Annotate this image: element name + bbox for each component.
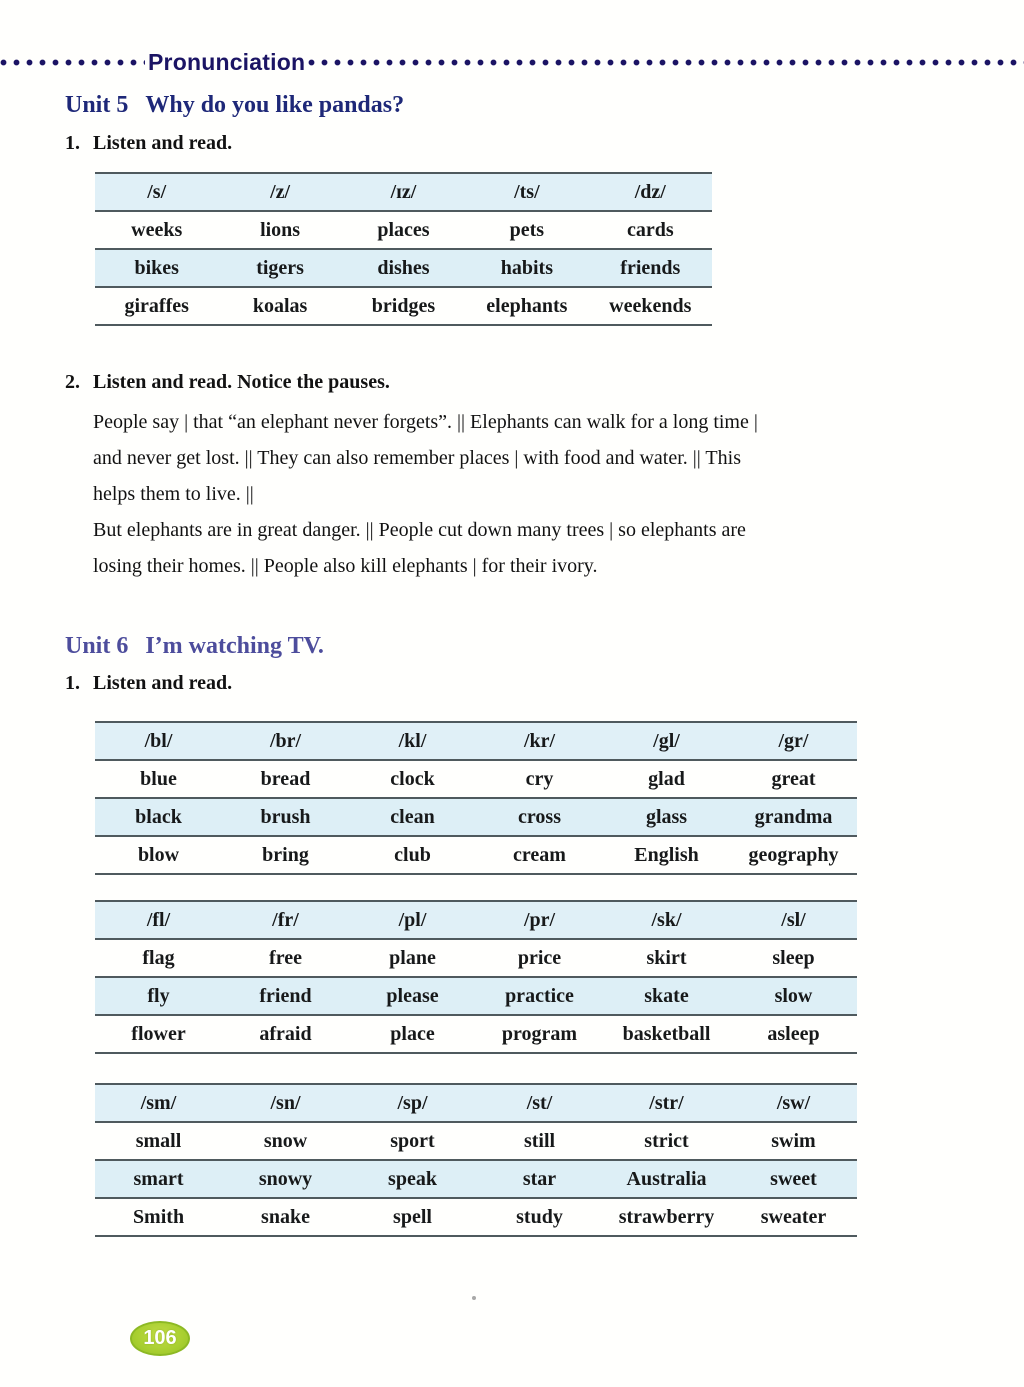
unit5-task1-label: Listen and read. [93,132,233,154]
word-cell: speak [349,1160,476,1198]
word-cell: friends [589,249,712,287]
passage-line: losing their homes. || People also kill elephants | for their ivory. [93,555,598,577]
unit6-sounds-table-1 [95,721,857,875]
phoneme-header-cell: /kr/ [476,722,603,760]
unit5-task2-number: 2. [65,371,80,393]
word-cell: asleep [767,1022,820,1045]
word-row [95,939,857,977]
word-cell: swim [730,1122,857,1160]
word-cell: please [349,977,476,1015]
word-cell: bring [262,843,309,866]
word-cell: spell [393,1205,432,1228]
word-row [95,287,712,325]
phoneme-header-cell: /ts/ [465,173,588,211]
word-cell: flower [131,1022,186,1045]
dotted-rule-left [0,59,145,66]
word-cell: place [390,1022,435,1045]
word-cell: places [342,211,465,249]
phoneme-header-cell: /sw/ [730,1084,857,1122]
phoneme-header-cell: /bl/ [95,722,222,760]
phoneme-header-cell: /str/ [603,1084,730,1122]
word-cell: free [222,939,349,977]
word-cell: study [516,1205,563,1228]
word-cell: sweet [730,1160,857,1198]
word-cell: bread [222,760,349,798]
table-body [95,1122,857,1236]
passage-line: People say | that “an elephant never forgets”. || Elephants can walk for a long time | [93,411,758,433]
word-cell: Smith [132,1205,185,1228]
word-cell: brush [222,798,349,836]
word-row [95,1015,857,1053]
phoneme-header-cell: /br/ [222,722,349,760]
passage-line: helps them to live. || [93,483,254,505]
unit5-task1-heading [65,132,232,155]
word-cell: practice [476,977,603,1015]
word-cell: cross [476,798,603,836]
word-row [95,1198,857,1236]
word-cell: tigers [218,249,341,287]
unit5-title: Why do you like pandas? [145,92,405,118]
pronunciation-banner [0,49,1024,75]
word-row [95,211,712,249]
phoneme-header-cell: /pr/ [476,901,603,939]
word-cell: still [476,1122,603,1160]
word-cell: cry [476,760,603,798]
phoneme-header-cell: /sp/ [349,1084,476,1122]
phoneme-header-cell: /sk/ [603,901,730,939]
word-cell: program [501,1022,578,1045]
unit5-task2-heading [65,371,390,394]
word-cell: basketball [622,1022,711,1045]
phoneme-header-row [95,173,712,211]
word-cell: English [634,843,699,866]
dotted-rule-right [308,59,1024,66]
word-cell: geography [748,843,839,866]
word-cell: habits [465,249,588,287]
word-cell: pets [465,211,588,249]
word-row [95,977,857,1015]
unit6-task1-label: Listen and read. [93,672,233,694]
word-cell: friend [222,977,349,1015]
word-cell: glass [603,798,730,836]
word-cell: skate [603,977,730,1015]
word-cell: weekends [609,294,692,317]
phoneme-header-cell: /sm/ [95,1084,222,1122]
word-cell: bikes [95,249,218,287]
phoneme-header-cell: /dz/ [589,173,712,211]
unit5-task2-label: Listen and read. Notice the pauses. [93,371,390,393]
word-cell: dishes [342,249,465,287]
word-cell: sleep [730,939,857,977]
word-cell: small [95,1122,222,1160]
word-cell: bridges [371,294,436,317]
pause-passage [93,404,973,584]
word-cell: clock [349,760,476,798]
pronunciation-title: Pronunciation [148,48,306,75]
phoneme-header-cell: /fl/ [95,901,222,939]
word-cell: price [476,939,603,977]
phoneme-header-row [95,901,857,939]
word-cell: cards [589,211,712,249]
unit5-label: Unit 5 [65,92,129,118]
word-row [95,249,712,287]
word-cell: strict [603,1122,730,1160]
unit5-task1-number: 1. [65,132,80,154]
unit5-heading [65,92,404,119]
word-cell: glad [603,760,730,798]
unit6-task1-number: 1. [65,672,80,694]
phoneme-header-cell: /ɪz/ [342,173,465,211]
word-row [95,836,857,874]
word-cell: afraid [259,1022,312,1045]
word-cell: Australia [603,1160,730,1198]
phoneme-header-cell: /sn/ [222,1084,349,1122]
word-cell: snowy [222,1160,349,1198]
phoneme-header-cell: /fr/ [222,901,349,939]
word-row [95,760,857,798]
phoneme-header-cell: /s/ [95,173,218,211]
print-speck [472,1296,476,1300]
word-cell: sweater [760,1205,827,1228]
phoneme-header-cell: /gl/ [603,722,730,760]
word-cell: grandma [730,798,857,836]
word-cell: fly [95,977,222,1015]
phoneme-header-cell: /st/ [476,1084,603,1122]
phoneme-header-cell: /sl/ [730,901,857,939]
unit6-sounds-table-2 [95,900,857,1054]
phoneme-header-cell: /gr/ [730,722,857,760]
table-body [95,760,857,874]
word-cell: smart [95,1160,222,1198]
word-cell: lions [218,211,341,249]
passage-line: and never get lost. || They can also remember places | with food and water. || This [93,447,741,469]
word-cell: elephants [486,294,568,317]
word-cell: slow [730,977,857,1015]
word-cell: blue [95,760,222,798]
word-cell: sport [349,1122,476,1160]
unit5-sounds-table [95,172,712,326]
phoneme-header-row [95,1084,857,1122]
word-cell: star [476,1160,603,1198]
word-row [95,1122,857,1160]
word-cell: club [394,843,431,866]
unit6-label: Unit 6 [65,633,129,659]
phoneme-header-row [95,722,857,760]
word-cell: weeks [95,211,218,249]
word-cell: snow [222,1122,349,1160]
word-cell: great [730,760,857,798]
word-cell: snake [261,1205,310,1228]
unit6-sounds-table-3 [95,1083,857,1237]
word-cell: giraffes [124,294,189,317]
word-cell: cream [513,843,566,866]
word-cell: plane [349,939,476,977]
unit6-heading [65,633,324,660]
word-cell: koalas [252,294,308,317]
word-cell: flag [95,939,222,977]
page-number-badge: 106 [130,1321,190,1356]
word-cell: blow [137,843,180,866]
word-cell: black [95,798,222,836]
word-row [95,1160,857,1198]
word-cell: strawberry [618,1205,715,1228]
phoneme-header-cell: /z/ [218,173,341,211]
table-body [95,211,712,325]
unit6-task1-heading [65,672,232,695]
table-body [95,939,857,1053]
phoneme-header-cell: /kl/ [349,722,476,760]
word-row [95,798,857,836]
word-cell: skirt [603,939,730,977]
phoneme-header-cell: /pl/ [349,901,476,939]
word-cell: clean [349,798,476,836]
passage-line: But elephants are in great danger. || People cut down many trees | so elephants are [93,519,746,541]
unit6-title: I’m watching TV. [145,633,324,659]
